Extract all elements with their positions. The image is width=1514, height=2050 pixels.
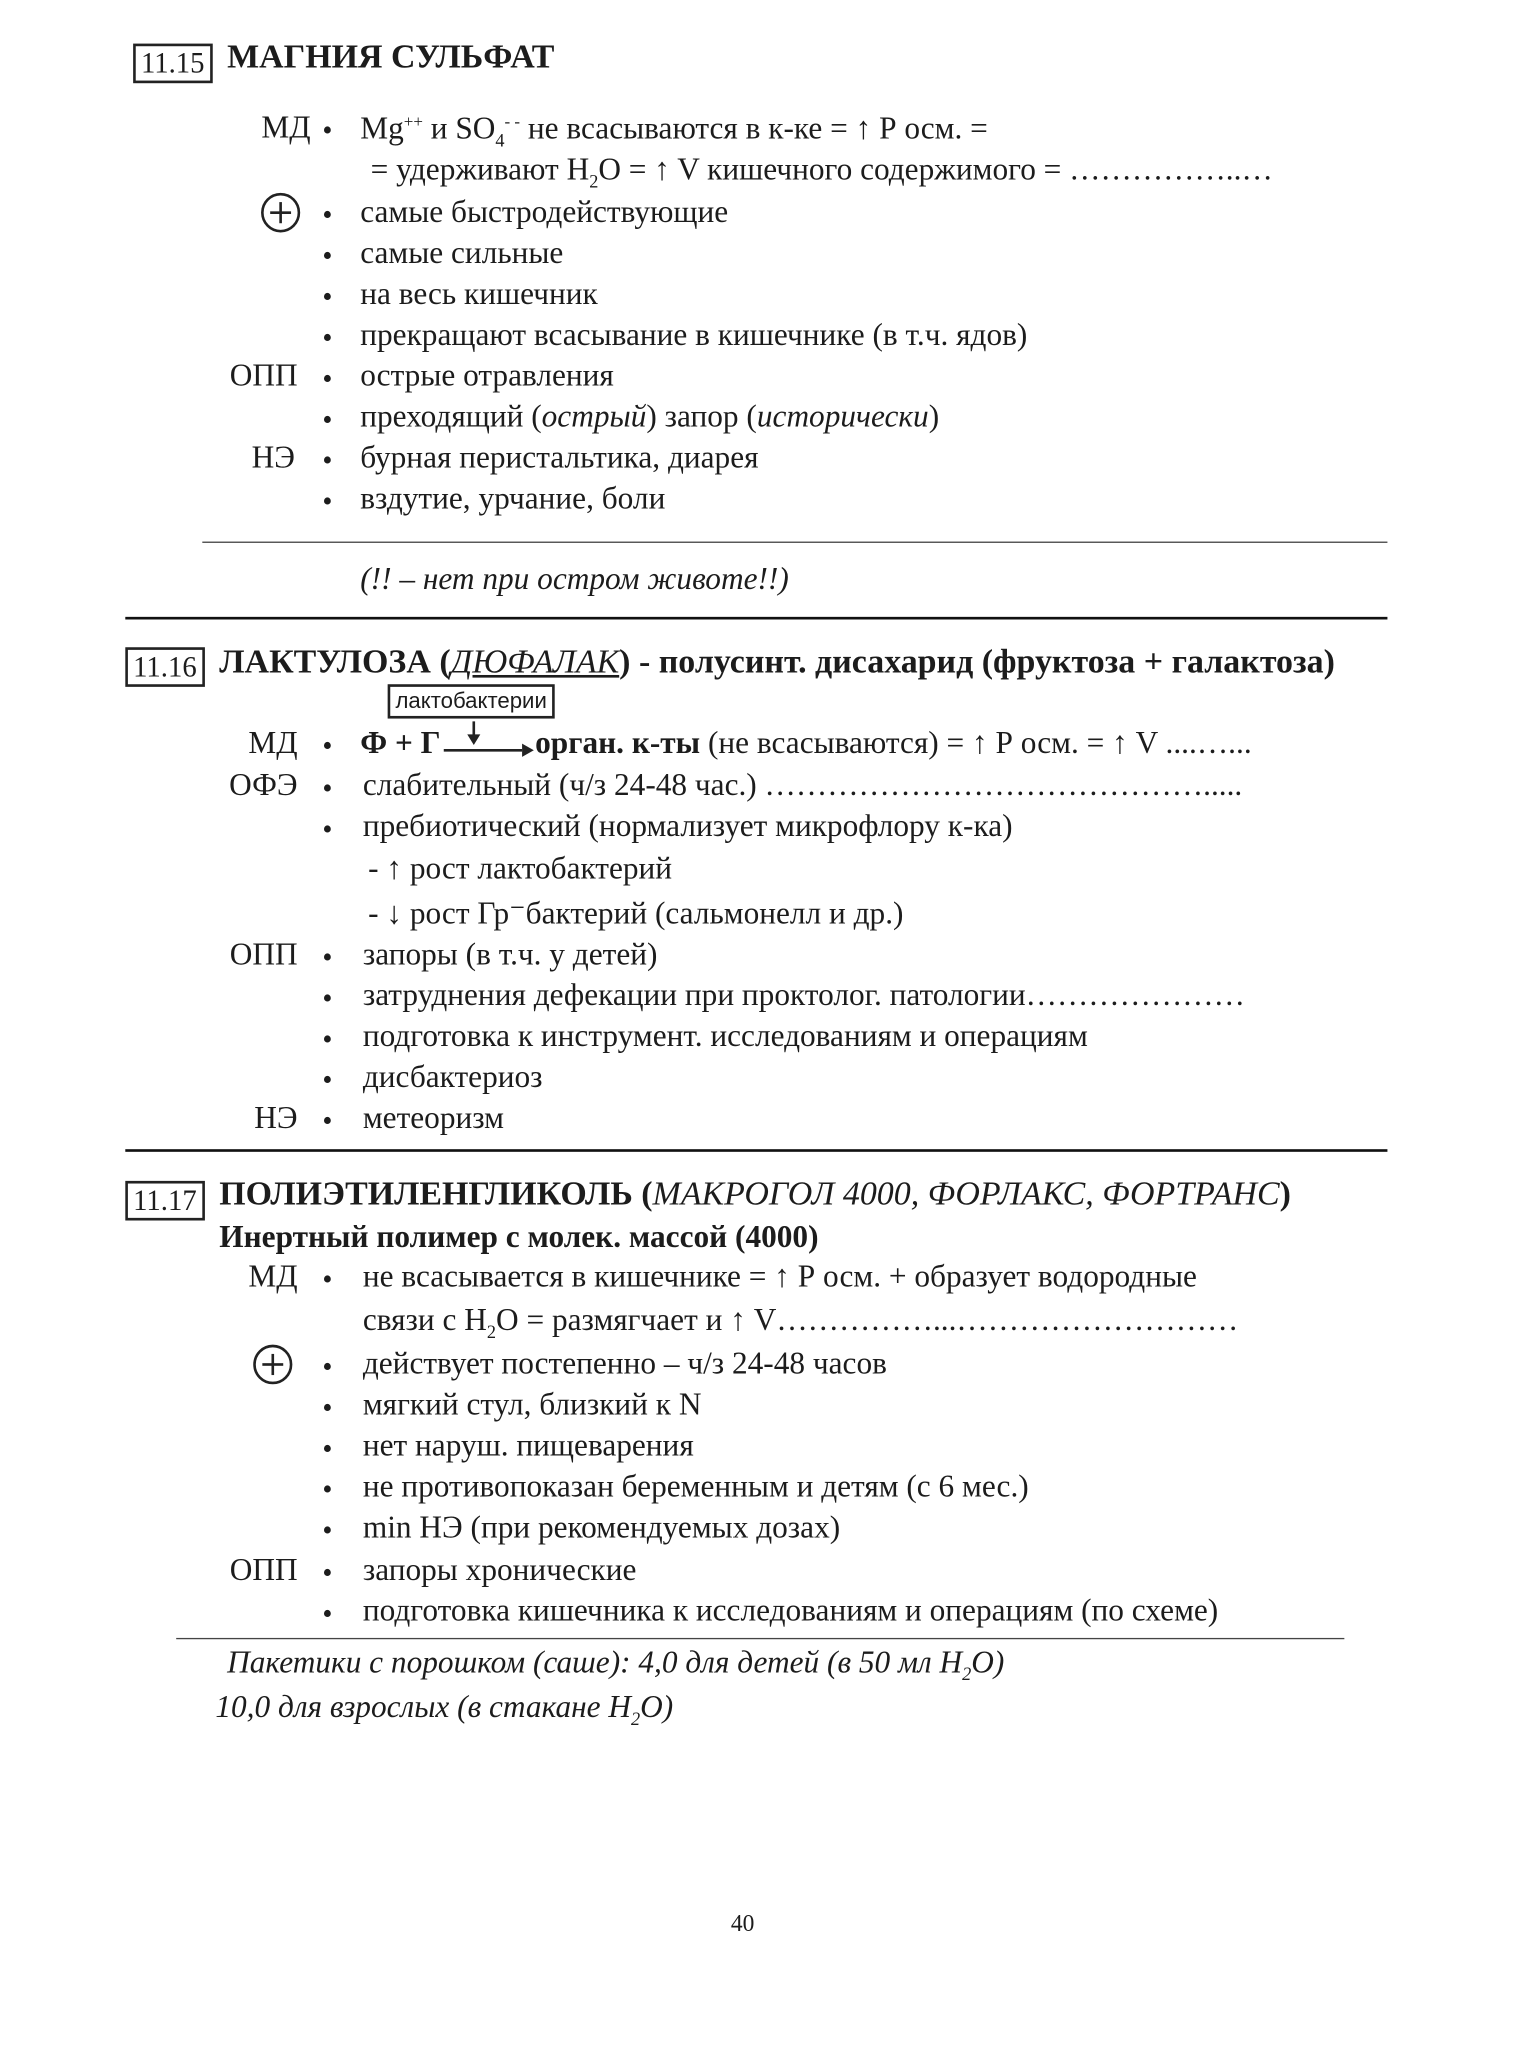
bullet: • (322, 280, 333, 314)
side-effect-item: вздутие, урчание, боли (360, 482, 666, 517)
label-opp: ОПП (229, 1553, 298, 1588)
effect-subitem: - ↑ рост лактобактерий (368, 851, 673, 887)
md-formula-left: Ф + Г (360, 726, 441, 761)
bullet: • (322, 1390, 333, 1424)
md-line-2: = удерживают $H_2O$ = ↑ V кишечного содержимого = ……………..… (370, 153, 1273, 193)
section-note: (!! – нет при остром животе!!) (360, 562, 789, 598)
section-number-11-15: 11.15 (133, 44, 212, 84)
indication-item: дисбактериоз (362, 1060, 543, 1096)
indication-item: запоры хронические (362, 1553, 637, 1588)
md-line-1: Mg++ и $SO_4^{- -}$ не всасываются в к-ке = ↑ Р осм. = (360, 110, 988, 152)
side-effect-item: бурная перистальтика, диарея (360, 441, 759, 476)
effect-item: слабительный (ч/з 24-48 час.) ……………………………………..... (362, 768, 1243, 804)
section-title-lactulose: ЛАКТУЛОЗА (ДЮФАЛАК) - полусинт. дисахарид (фруктоза + галактоза) (219, 641, 1335, 681)
bullet: • (322, 484, 333, 518)
label-md: МД (248, 1260, 298, 1295)
advantage-item: прекращают всасывание в кишечнике (в т.ч. ядов) (360, 318, 1028, 353)
effect-subitem: - ↓ рост Гр⁻бактерий (сальмонелл и др.) (368, 896, 904, 932)
label-ofe: ОФЭ (229, 768, 298, 804)
label-ne: НЭ (251, 441, 295, 476)
section-number-11-16: 11.16 (125, 647, 204, 687)
plus-circle-icon (253, 1345, 292, 1385)
bullet: • (322, 940, 333, 974)
advantage-item: на весь кишечник (360, 277, 598, 312)
bullet: • (322, 1022, 333, 1056)
page-number: 40 (730, 1910, 755, 1937)
reaction-arrow-icon (441, 721, 535, 761)
advantage-item: действует постепенно – ч/з 24-48 часов (362, 1347, 887, 1382)
bullet: • (322, 1104, 333, 1138)
side-effect-item: метеоризм (362, 1101, 505, 1136)
dosage-note-1: Пакетики с порошком (саше): 4,0 для детей (в 50 мл $H_2O$) (227, 1645, 1005, 1686)
label-ne: НЭ (254, 1101, 298, 1136)
dosage-note-2: 10,0 для взрослых (в стакане $H_2O$) (215, 1690, 674, 1731)
bullet: • (322, 1431, 333, 1465)
bullet: • (322, 1513, 333, 1547)
md-formula-right: орган. к-ты (не всасываются) = ↑ Р осм. = ↑ V ....…... (535, 726, 1252, 761)
indication-item: запоры (в т.ч. у детей) (362, 937, 658, 973)
indication-item: затруднения дефекации при проктолог. патологии………………… (362, 978, 1245, 1014)
bullet: • (322, 981, 333, 1015)
bullet: • (322, 812, 333, 846)
advantage-item: самые сильные (360, 236, 564, 271)
bullet: • (322, 1596, 333, 1630)
lactobacteria-label-box: лактобактерии (388, 684, 555, 718)
advantage-item: не противопоказан беременным и детям (с 6 мес.) (362, 1470, 1029, 1505)
indication-item: подготовка к инструмент. исследованиям и операциям (362, 1019, 1088, 1055)
bullet: • (322, 198, 333, 232)
md-line-1: не всасывается в кишечнике = ↑ Р осм. + образует водородные (362, 1260, 1197, 1295)
md-line-2: связи с $H_2O$ = размягчает и ↑ V……………...……………………… (362, 1303, 1239, 1344)
bullet: • (322, 320, 333, 355)
bullet: • (322, 113, 333, 147)
divider (202, 542, 1387, 543)
bullet: • (322, 402, 333, 436)
advantage-item: самые быстродействующие (360, 195, 729, 230)
section-title-magnesium-sulfate: МАГНИЯ СУЛЬФАТ (227, 36, 555, 76)
bullet: • (322, 729, 333, 763)
plus-circle-icon (261, 193, 300, 233)
bullet: • (322, 771, 333, 805)
label-opp: ОПП (229, 937, 298, 973)
section-subtitle: Инертный полимер с молек. массой (4000) (219, 1220, 819, 1255)
bullet: • (322, 239, 333, 273)
label-md: МД (248, 726, 298, 761)
bullet: • (322, 1472, 333, 1506)
indication-item: преходящий (острый) запор (исторически) (360, 400, 940, 435)
divider (176, 1638, 1344, 1639)
bullet: • (322, 1349, 333, 1383)
advantage-item: мягкий стул, близкий к N (362, 1388, 702, 1423)
bullet: • (322, 1556, 333, 1590)
bullet: • (322, 1063, 333, 1097)
section-number-11-17: 11.17 (125, 1181, 204, 1221)
section-divider (125, 1149, 1387, 1152)
bullet: • (322, 361, 333, 395)
label-md: МД (261, 110, 311, 146)
bullet: • (322, 1262, 333, 1296)
indication-item: подготовка кишечника к исследованиям и операциям (по схеме) (362, 1594, 1219, 1629)
label-opp: ОПП (229, 359, 298, 394)
advantage-item: min НЭ (при рекомендуемых дозах) (362, 1511, 841, 1546)
indication-item: острые отравления (360, 359, 614, 394)
advantage-item: нет наруш. пищеварения (362, 1429, 694, 1464)
effect-item: пребиотический (нормализует микрофлору к-ка) (362, 809, 1013, 845)
section-title-peg: ПОЛИЭТИЛЕНГЛИКОЛЬ (МАКРОГОЛ 4000, ФОРЛАКС, ФОРТРАНС) (219, 1174, 1292, 1213)
bullet: • (322, 443, 333, 477)
section-divider (125, 617, 1387, 620)
